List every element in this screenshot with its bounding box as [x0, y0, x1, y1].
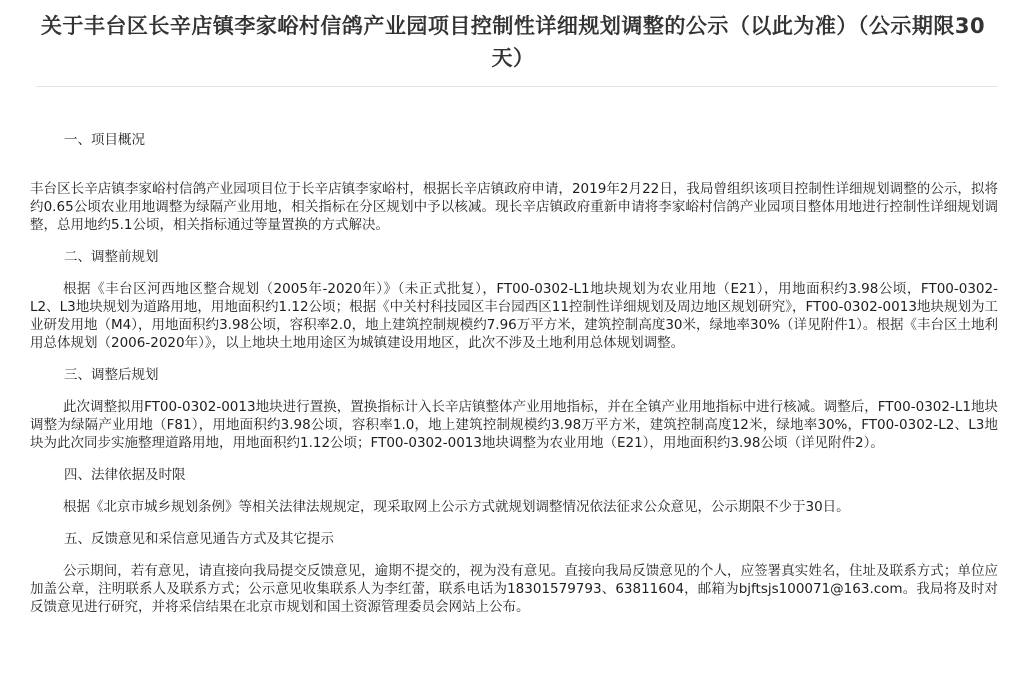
- section-paragraph: 公示期间，若有意见，请直接向我局提交反馈意见，逾期不提交的，视为没有意见。直接向我局反馈意见的个人，应签署真实姓名，住址及联系方式；单位应加盖公章，注明联系人及联系方式；公示意见收集联系人为李红蕾，联系电话为18301579793、63811604，邮箱为bjftsjs100071@163.com。我局将及时对反馈意见进行研究，并将采信结果在北京市规划和国土资源管理委员会网站上公布。: [30, 563, 998, 615]
- section-heading: 四、法律依据及时限: [64, 467, 186, 483]
- section-paragraph: 根据《丰台区河西地区整合规划（2005年-2020年）》（未正式批复），FT00-0302-L1地块规划为农业用地（E21），用地面积约3.98公顷，FT00-0302-L2、L3地块规划为道路用地，用地面积约1.12公顷；根据《中关村科技园区丰台园西区11控制性详细规划及周边地区规划研究》，FT00-0302-0013地块规划为工业研发用地（M4），用地面积约3.98公顷，容积率2.0，地上建筑控制规模约7.96万平方米，建筑控制高度30米，绿地率30%（详见附件1）。根据《丰台区土地利用总体规划（2006-2020年）》，以上地块土地用途区为城镇建设用地区，此次不涉及土地利用总体规划调整。: [30, 281, 998, 351]
- section-heading: 五、反馈意见和采信意见通告方式及其它提示: [64, 531, 334, 547]
- section-paragraph: 丰台区长辛店镇李家峪村信鸽产业园项目位于长辛店镇李家峪村，根据长辛店镇政府申请，2019年2月22日，我局曾组织该项目控制性详细规划调整的公示，拟将约0.65公顷农业用地调整为绿隔产业用地，相关指标在分区规划中予以核减。现长辛店镇政府重新申请将李家峪村信鸽产业园项目整体用地进行控制性详细规划调整，总用地约5.1公顷，相关指标通过等量置换的方式解决。: [30, 181, 998, 233]
- section-feedback: [30, 529, 998, 616]
- section-heading: 一、项目概况: [64, 132, 145, 148]
- notice-body: [30, 130, 998, 616]
- section-heading: 二、调整前规划: [64, 249, 159, 265]
- section-project-overview: [30, 130, 998, 234]
- title-divider: [36, 86, 998, 87]
- section-heading: 三、调整后规划: [64, 367, 159, 383]
- section-paragraph: 此次调整拟用FT00-0302-0013地块进行置换，置换指标计入长辛店镇整体产业用地指标，并在全镇产业用地指标中进行核减。调整后，FT00-0302-L1地块调整为绿隔产业用地（F81），用地面积约3.98公顷，容积率1.0，地上建筑控制规模约3.98万平方米，建筑控制高度12米，绿地率30%，FT00-0302-L2、L3地块为此次同步实施整理道路用地，用地面积约1.12公顷；FT00-0302-0013地块调整为农业用地（E21），用地面积约3.98公顷（详见附件2）。: [30, 399, 998, 451]
- section-paragraph: 根据《北京市城乡规划条例》等相关法律法规规定，现采取网上公示方式就规划调整情况依法征求公众意见，公示期限不少于30日。: [63, 499, 850, 515]
- section-legal-basis: [30, 465, 998, 516]
- section-plan-before-adjustment: [30, 247, 998, 352]
- notice-title: 关于丰台区长辛店镇李家峪村信鸽产业园项目控制性详细规划调整的公示（以此为准）（公示期限30天）: [40, 14, 986, 70]
- section-plan-after-adjustment: [30, 365, 998, 452]
